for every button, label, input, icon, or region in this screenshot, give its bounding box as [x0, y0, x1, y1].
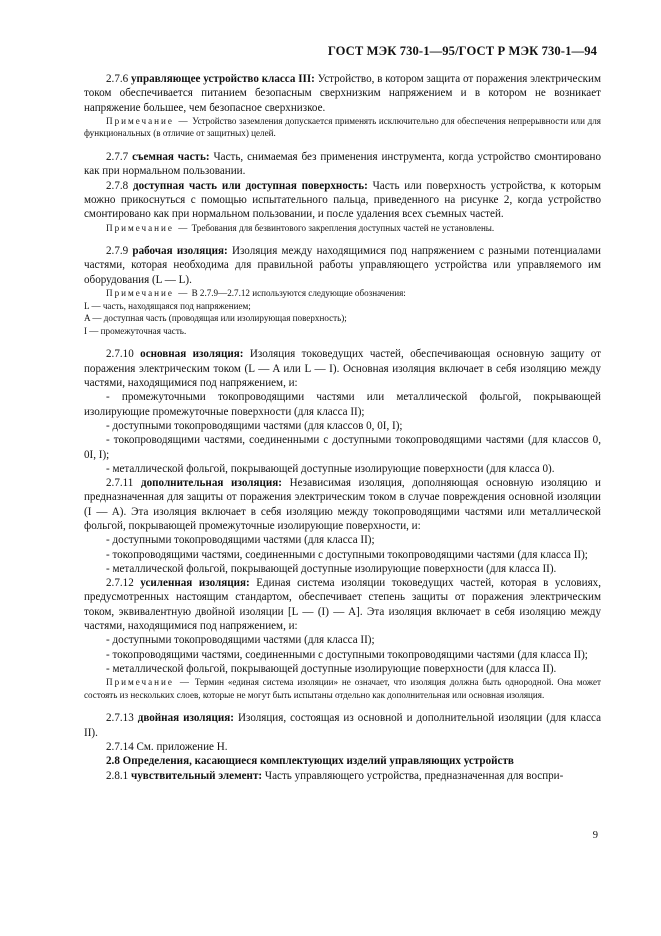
clause-number: 2.7.12 — [106, 577, 134, 590]
clause-2-7-8 — [84, 179, 601, 222]
clause-2-8-1 — [84, 769, 601, 783]
note-text: Термин «единая система изоляции» не означает, что изоляция должна быть однородной. Она может состоять из нескольких слоев, которые не могут быть испытаны отдельно как дополнительная или основная изоляция. — [84, 677, 601, 700]
clause-2-7-11 — [84, 476, 601, 533]
note-label: Примечание — — [106, 288, 190, 299]
note-label: Примечание — — [106, 222, 190, 233]
list-item: - металлической фольгой, покрывающей доступные изолирующие поверхности (для класса II). — [106, 662, 557, 675]
clause-text: Единая система изоляции токоведущих частей, которая в условиях, предусмотренных настоящим стандартом, обеспечивает степень защиты от поражения электрическим током, эквивалентную двойной изоляции [L — (I) — A]. Эта изоляция включает в себя изоляцию между частями, находящимися под напряжением, и: — [84, 577, 602, 633]
clause-number: 2.7.6 — [106, 73, 129, 85]
designation-A: A — доступная часть (проводящая или изолирующая поверхность); — [84, 313, 347, 324]
clause-term: основная изоляция: — [140, 348, 244, 361]
clause-2-7-12 — [84, 576, 601, 633]
clause-text: Изоляция между находящимися под напряжением с разными потенциалами частями, которая необходима для правильной работы управляющего устройства или управляемого им оборудования (L — L). — [84, 245, 601, 286]
clause-text: Часть управляющего устройства, предназначенная для воспри- — [264, 769, 564, 782]
list-item: - металлической фольгой, покрывающей доступные изолирующие поверхности (для класса 0). — [106, 462, 555, 475]
note-2 — [84, 222, 601, 235]
clause-text: Независимая изоляция, дополняющая основную изоляцию и предназначенная для защиты от поражения электрическим током в случае повреждения основной изоляции (I — A). Эта изоляция включает в себя изоляцию между токопроводящими частями или металлической фольгой, покрывающей промежуточные изолирующие поверхности, и: — [84, 477, 601, 532]
list-item: - металлической фольгой, покрывающей доступные изолирующие поверхности (для класса II). — [106, 562, 557, 575]
note-3 — [84, 287, 601, 300]
page-content — [84, 72, 601, 783]
clause-number: 2.7.10 — [106, 348, 134, 361]
clause-number: 2.7.8 — [106, 179, 129, 192]
clause-term: двойная изоляция: — [137, 712, 234, 725]
clause-number: 2.7.14 — [106, 741, 134, 754]
clause-2-7-9 — [84, 244, 601, 287]
clause-2-7-7 — [84, 150, 601, 179]
clause-text: Часть, снимаемая без применения инструмента, когда устройство смонтировано как при нормальном пользовании. — [84, 151, 602, 178]
clause-number: 2.7.9 — [106, 245, 129, 258]
clause-2-7-14 — [84, 740, 601, 754]
designation-L: L — часть, находящаяся под напряжением; — [84, 300, 251, 311]
clause-term: доступная часть или доступная поверхность: — [132, 179, 368, 192]
clause-number: 2.7.11 — [106, 477, 134, 490]
clause-term: дополнительная изоляция: — [141, 477, 282, 490]
clause-term: рабочая изоляция: — [132, 245, 228, 258]
list-item: - промежуточными токопроводящими частями или металлической фольгой, покрывающей изолирующие промежуточные поверхности (для класса II); — [84, 391, 601, 418]
note-4 — [84, 676, 601, 701]
list-item: - доступными токопроводящими частями (для классов 0, 0I, I); — [106, 419, 403, 432]
clause-2-7-13 — [84, 711, 601, 740]
clause-text: Изоляция токоведущих частей, обеспечивающая основную защиту от поражения электрическим током (L — A или L — I). Основная изоляция включает в себя изоляцию между частями, находящимися под напряжением, и: — [84, 348, 601, 390]
clause-text: См. приложение Н. — [136, 741, 228, 754]
note-label: Примечание — — [106, 115, 190, 126]
clause-2-7-10 — [84, 347, 601, 390]
clause-2-7-6 — [84, 72, 601, 115]
list-item: - токопроводящими частями, соединенными с доступными токопроводящими частями (для класса II); — [106, 548, 588, 561]
note-text: Устройство заземления допускается применять исключительно для обеспечения непрерывности или для функциональных (в отличие от защитных) целей. — [84, 115, 601, 139]
clause-number: 2.8.1 — [106, 769, 129, 782]
clause-text: Устройство, в котором защита от поражения электрическим током обеспечивается питанием безопасным сверхнизким напряжением и в котором не возникает напряжение большее, чем безопасное сверхнизкое. — [84, 73, 601, 114]
clause-term: съемная часть: — [132, 151, 210, 164]
designation-I: I — промежуточная часть. — [84, 325, 187, 336]
clause-number: 2.7.13 — [106, 712, 134, 725]
note-label: Примечание — — [106, 677, 191, 688]
clause-text: Часть или поверхность устройства, к которым можно прикоснуться с помощью испытательного пальца, приведенного на рисунке 2, когда устройство смонтировано как при нормальном пользовании, и после удаления всех съемных частей. — [84, 179, 601, 221]
clause-term: управляющее устройство класса III: — [131, 73, 315, 85]
list-item: - токопроводящими частями, соединенными с доступными токопроводящими частями (для класса II); — [106, 648, 588, 661]
note-1 — [84, 115, 601, 140]
note-text: В 2.7.9—2.7.12 используются следующие обозначения: — [191, 288, 406, 299]
list-item: - доступными токопроводящими частями (для класса II); — [106, 634, 375, 647]
section-heading-2-8: 2.8 Определения, касающиеся комплектующих изделий управляющих устройств — [106, 755, 514, 768]
clause-text: Изоляция, состоящая из основной и дополнительной изоляции (для класса II). — [84, 712, 601, 739]
note-text: Требования для безвинтового закрепления доступных частей не установлены. — [191, 222, 495, 233]
clause-term: усиленная изоляция: — [140, 577, 250, 590]
standard-header: ГОСТ МЭК 730-1—95/ГОСТ Р МЭК 730-1—94 — [327, 44, 597, 58]
clause-term: чувствительный элемент: — [130, 769, 263, 782]
list-item: - токопроводящими частями, соединенными с доступными токопроводящими частями (для классов 0, 0I, I); — [84, 434, 601, 461]
list-item: - доступными токопроводящими частями (для класса II); — [106, 534, 375, 547]
page-number: 9 — [592, 830, 598, 841]
clause-number: 2.7.7 — [106, 151, 129, 164]
